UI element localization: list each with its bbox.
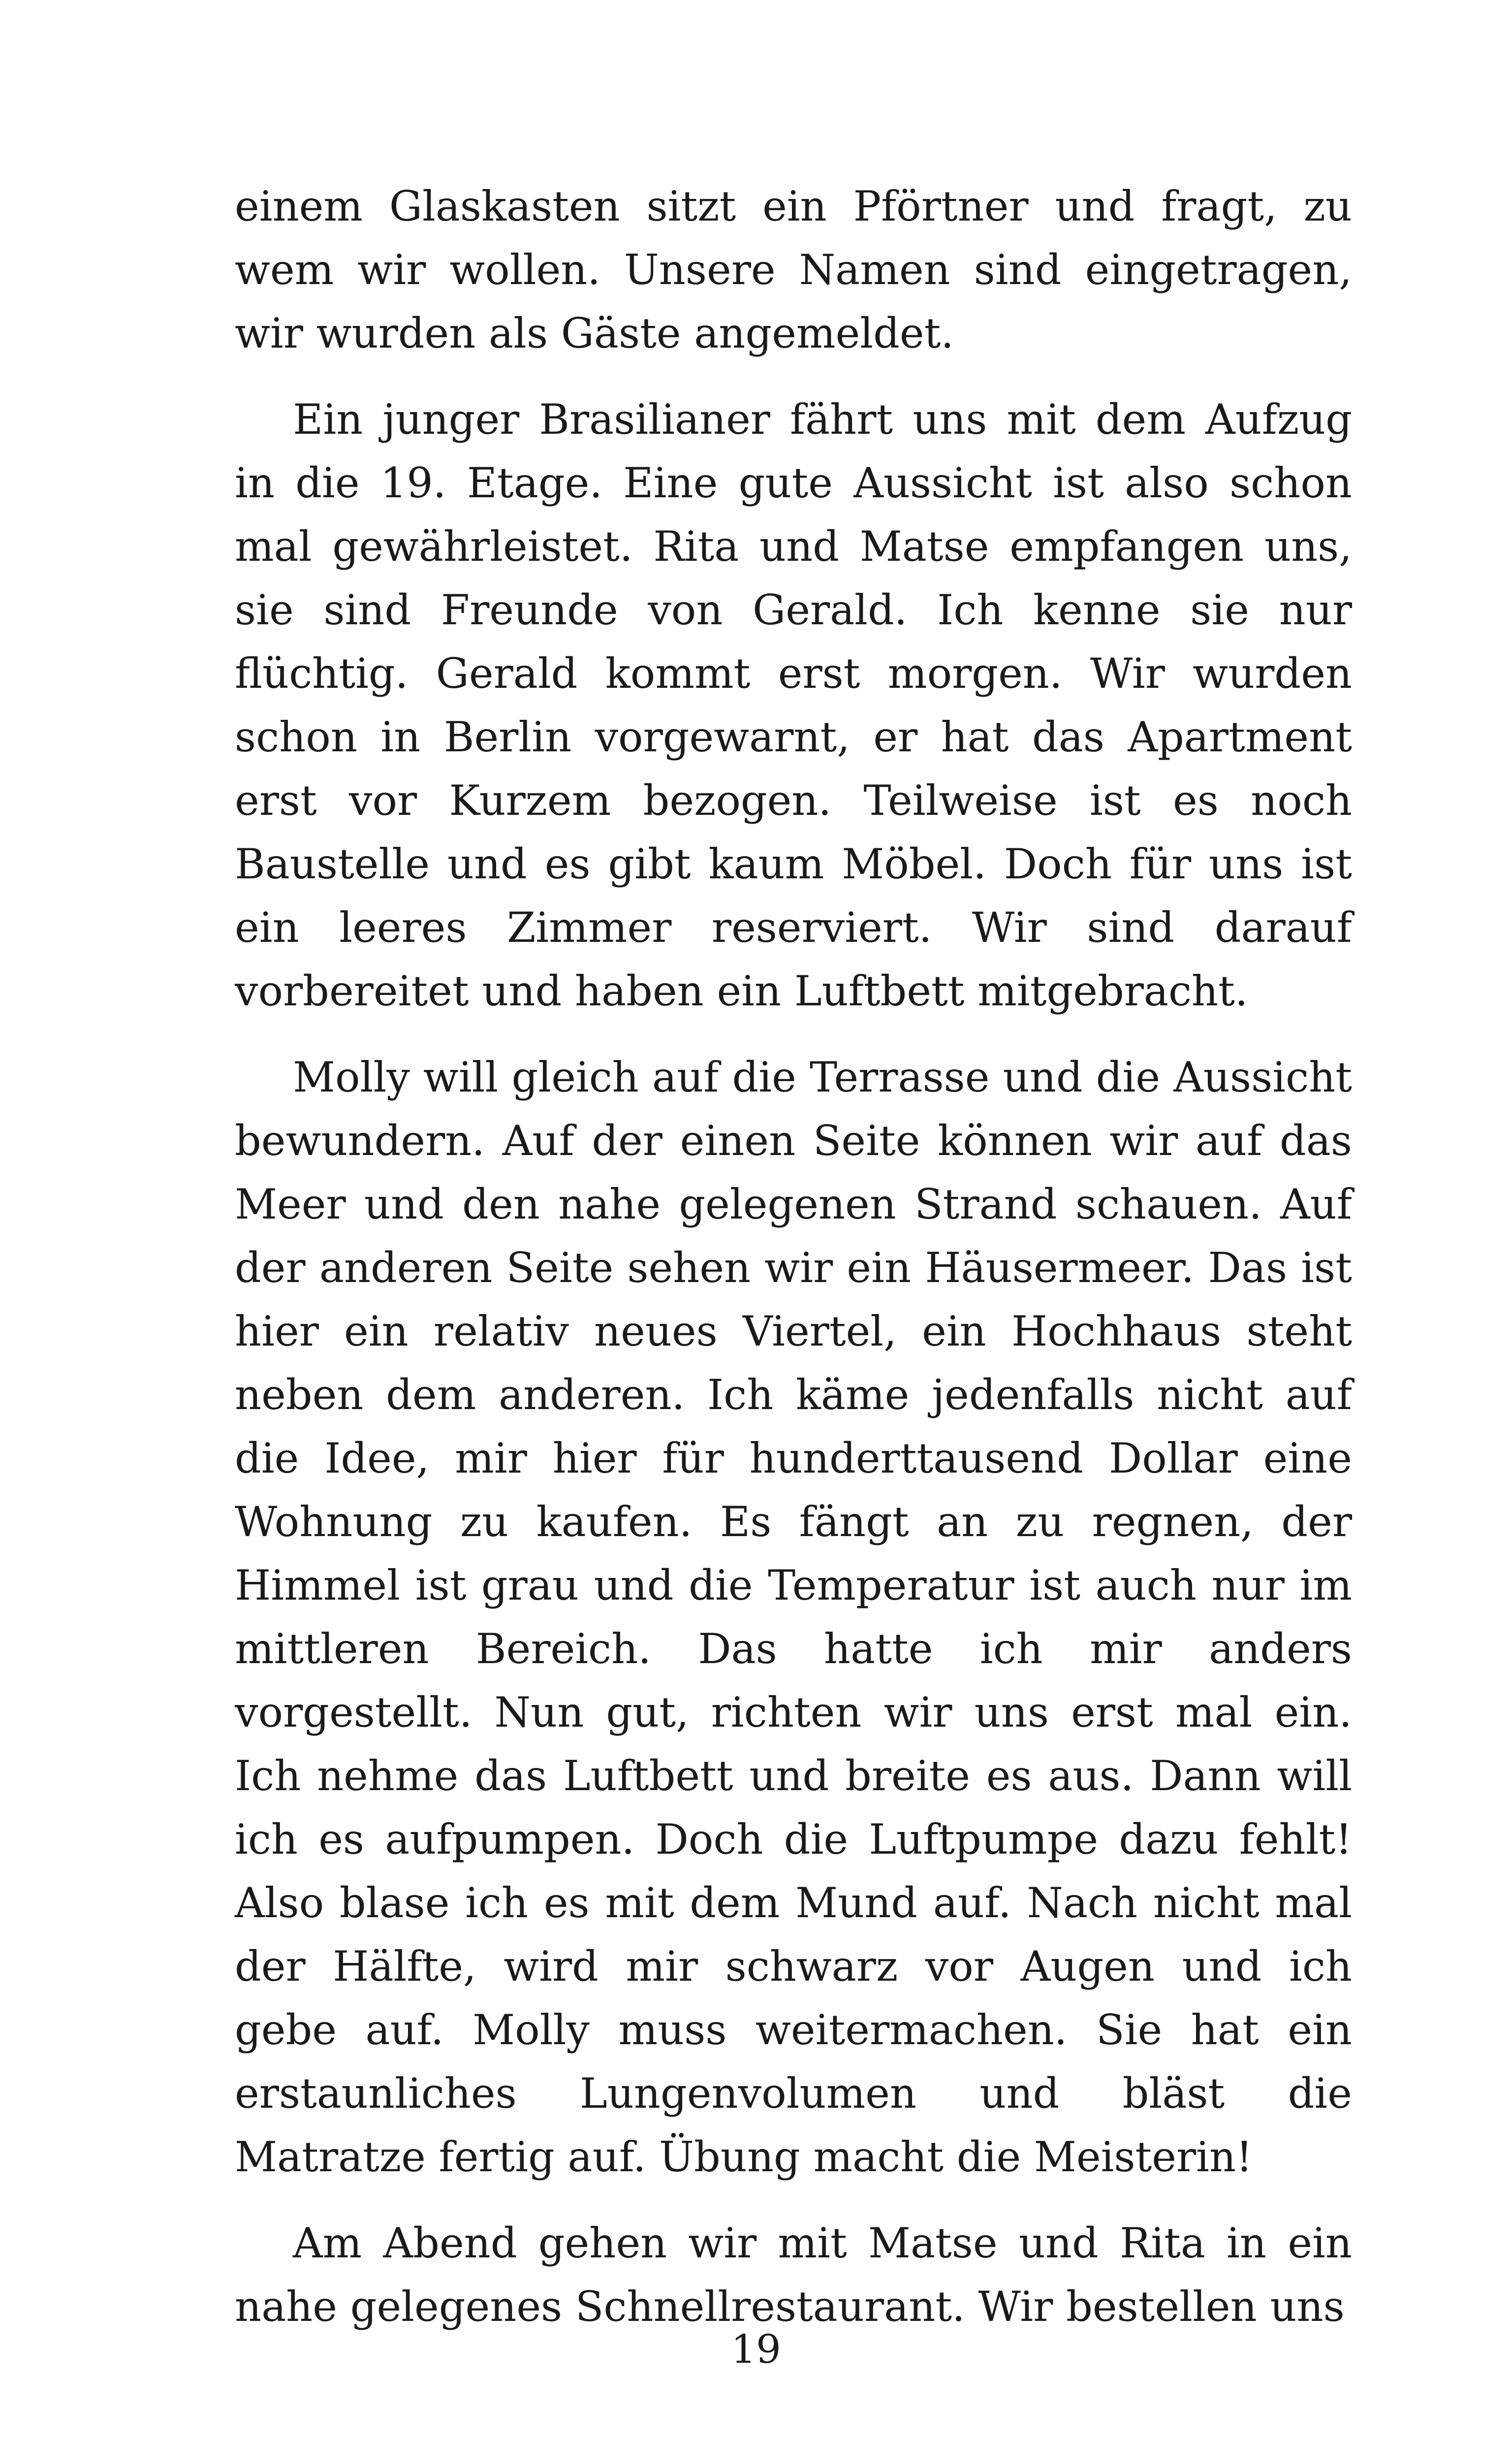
page-number: 19	[731, 2326, 781, 2372]
body-text	[235, 175, 1352, 2339]
paragraph-1: einem Glaskasten sitzt ein Pförtner und fragt, zu wem wir wollen. Unsere Namen sind eingetragen, wir wurden als Gäste angemeldet.	[235, 182, 1352, 357]
paragraph-2: Ein junger Brasilianer fährt uns mit dem Aufzug in die 19. Etage. Eine gute Aussicht ist also schon mal gewährleistet. Rita und Matse empfangen uns, sie sind Freunde von Gerald. Ich kenne sie nur flüchtig. Gerald kommt erst morgen. Wir wurden schon in Berlin vorgewarnt, er hat das Apartment erst vor Kurzem bezogen. Teilweise ist es noch Baustelle und es gibt kaum Möbel. Doch für uns ist ein leeres Zimmer reserviert. Wir sind darauf vorbereitet und haben ein Luftbett mitgebracht.	[235, 395, 1352, 1015]
paragraph-3: Molly will gleich auf die Terrasse und die Aussicht bewundern. Auf der einen Seite können wir auf das Meer und den nahe gelegenen Strand schauen. Auf der anderen Seite sehen wir ein Häusermeer. Das ist hier ein relativ neues Viertel, ein Hochhaus steht neben dem anderen. Ich käme jedenfalls nicht auf die Idee, mir hier für hunderttausend Dollar eine Wohnung zu kaufen. Es fängt an zu regnen, der Himmel ist grau und die Temperatur ist auch nur im mittleren Bereich. Das hatte ich mir anders vorgestellt. Nun gut, richten wir uns erst mal ein. Ich nehme das Luftbett und breite es aus. Dann will ich es aufpumpen. Doch die Luftpumpe dazu fehlt! Also blase ich es mit dem Mund auf. Nach nicht mal der Hälfte, wird mir schwarz vor Augen und ich gebe auf. Molly muss weitermachen. Sie hat ein erstaunliches Lungenvolumen und bläst die Matratze fertig auf. Übung macht die Meisterin!	[235, 1053, 1352, 2181]
paragraph-4: Am Abend gehen wir mit Matse und Rita in ein nahe gelegenes Schnellrestaurant. Wir bestellen uns	[235, 2219, 1352, 2331]
